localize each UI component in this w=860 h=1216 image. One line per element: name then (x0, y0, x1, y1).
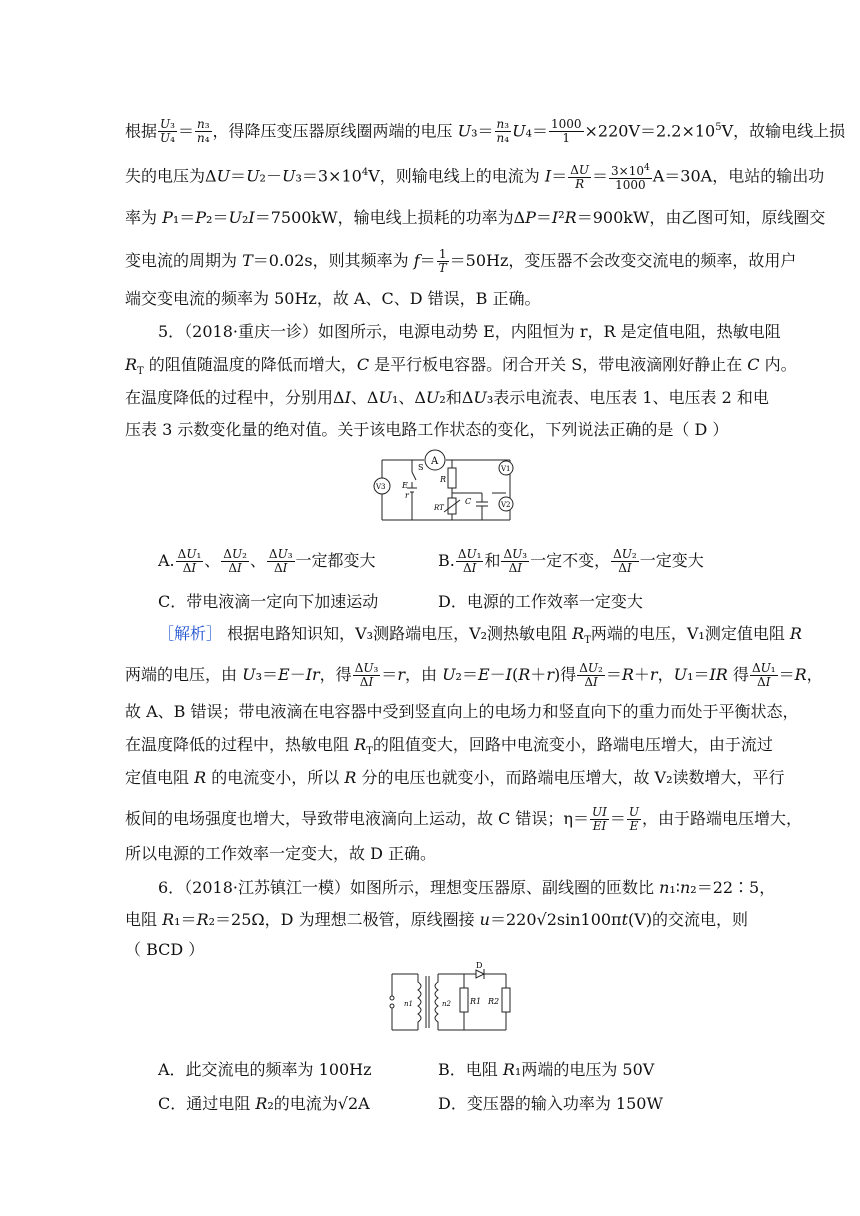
q6-transformer-diagram (380, 962, 520, 1042)
q5-stem-line-2: $R_T$ 的阻值随温度的降低而增大，C 是平行板电容器。闭合开关 S，带电液滴刚好静止在 C 内。 (125, 355, 797, 378)
internal-resistance-label: r (405, 491, 409, 500)
solution-line-3: 率为 P₁＝P₂＝U₂I＝7500kW，输电线上损耗的功率为ΔP＝I²R＝900kW，由乙图可知，原线圈交 (125, 208, 826, 227)
solution-line-2: 失的电压为$\Delta U=U_2-U_3=3\times 10^4V$，则输电线上的电流为 I＝ $\frac{\Delta U}{R}$ ＝ $\frac{3\times 10^4}{1000}$ A＝30A，电站的输出功 (125, 162, 825, 192)
n1-label: n1 (404, 1000, 413, 1008)
q5-stem-line-1: 5．（2018·重庆一诊）如图所示，电源电动势 E，内阻恒为 r，R 是定值电阻，热敏电阻 (158, 322, 781, 341)
q6-option-c: C．通过电阻 R₂的电流为√2A (158, 1094, 370, 1113)
ammeter-label: A (431, 456, 439, 467)
solution-line-1: 根据 $\frac{\text{U₃}}{\text{U₄}}$ ＝ $\frac{\text{n₃}}{\text{n₄}}$ ，得降压变压器原线圈两端的电压 U₃＝ $\frac{\text{n₃}}{\text{n₄}}$ U₄＝ $\frac{1000}{1}$ $\times 220V=2.2\times 10^5V$，故输电线上损 (125, 117, 846, 146)
analysis-tag: ［解析］ (158, 624, 223, 643)
q6-option-d: D．变压器的输入功率为 150W (438, 1094, 663, 1113)
q5-option-c: C．带电液滴一定向下加速运动 (158, 592, 379, 611)
q5-analysis-line-4: 在温度降低的过程中，热敏电阻 $R_T$的阻值变大，回路中电流变小，路端电压增大，由于流过 (125, 735, 773, 758)
diode-label: D (476, 962, 483, 970)
q5-analysis-line-3: 故 A、B 错误；带电液滴在电容器中受到竖直向上的电场力和竖直向下的重力而处于平衡状态， (125, 702, 799, 721)
v1-label: V1 (501, 465, 511, 473)
q6-option-a: A．此交流电的频率为 100Hz (158, 1060, 372, 1079)
q6-stem-line-2: 电阻 R₁＝R₂＝25Ω，D 为理想二极管，原线圈接 u＝220√2sin100πt(V)的交流电，则 (125, 910, 749, 929)
q5-stem-line-4: 压表 3 示数变化量的绝对值。关于该电路工作状态的变化，下列说法正确的是（ D ） (125, 420, 729, 439)
q5-analysis-line-6: 板间的电场强度也增大，导致带电液滴向上运动，故 C 错误；η＝ $\frac{UI}{EI}$ ＝ $\frac{U}{E}$ ，由于路端电压增大， (125, 805, 803, 833)
capacitor-label: C (465, 497, 472, 506)
q5-analysis-line-7: 所以电源的工作效率一定变大，故 D 正确。 (125, 844, 437, 863)
q6-option-b: B．电阻 R₁两端的电压为 50V (438, 1060, 655, 1079)
q5-stem-line-3: 在温度降低的过程中，分别用ΔI、ΔU₁、ΔU₂和ΔU₃表示电流表、电压表 1、电压表 2 和电 (125, 388, 769, 407)
resistor-label: R (440, 475, 447, 484)
v3-label: V3 (376, 483, 386, 491)
q5-option-b: B. $\frac{\text{ΔU₁}}{\Delta I}$ 和 $\frac{\text{ΔU₃}}{\Delta I}$ 一定不变， $\frac{\text{ΔU₂}}{\Delta I}$ 一定变大 (438, 547, 704, 575)
q6-stem-line-1: 6．（2018·江苏镇江一模）如图所示，理想变压器原、副线圈的匝数比 n₁∶n₂＝22∶5， (158, 878, 776, 897)
q6-stem-line-3: （ BCD ） (125, 940, 205, 959)
q5-analysis-line-1: ［解析］ 根据电路知识知，V₃测路端电压，V₂测热敏电阻 $R_T$两端的电压，V₁测定值电阻 R (158, 624, 802, 647)
q5-option-d: D．电源的工作效率一定变大 (438, 592, 643, 611)
q5-circuit-diagram (372, 438, 522, 524)
solution-line-5: 端交变电流的频率为 50Hz，故 A、C、D 错误，B 正确。 (125, 289, 541, 308)
r2-label: R2 (488, 997, 500, 1006)
r1-label: R1 (470, 997, 482, 1006)
v2-label: V2 (501, 501, 511, 509)
switch-label: S (418, 463, 424, 472)
n2-label: n2 (442, 1000, 451, 1008)
q5-option-a: A. $\frac{\text{ΔU₁}}{\Delta I}$ 、 $\frac{\text{ΔU₂}}{\Delta I}$ 、 $\frac{\text{ΔU₃}}{\Delta I}$ 一定都变大 (158, 547, 376, 575)
q5-analysis-line-5: 定值电阻 R 的电流变小，所以 R 分的电压也就变小，而路端电压增大，故 V₂读数增大，平行 (125, 768, 785, 787)
solution-line-4: 变电流的周期为 T＝0.02s，则其频率为 f＝ $\frac{1}{T}$ ＝50Hz，变压器不会改变交流电的频率，故用户 (125, 247, 797, 275)
thermistor-label: RT (434, 504, 444, 512)
q5-analysis-line-2: 两端的电压，由 U₃＝E－Ir，得 $\frac{\text{ΔU₃}}{\Delta I}$ ＝r，由 U₂＝E－I(R＋r)得 $\frac{\text{ΔU₂}}{\Delta I}$ ＝R＋r，U₁＝IR 得 $\frac{\text{ΔU₁}}{\Delta I}$ ＝R， (125, 661, 823, 689)
emf-label: E (402, 481, 408, 490)
